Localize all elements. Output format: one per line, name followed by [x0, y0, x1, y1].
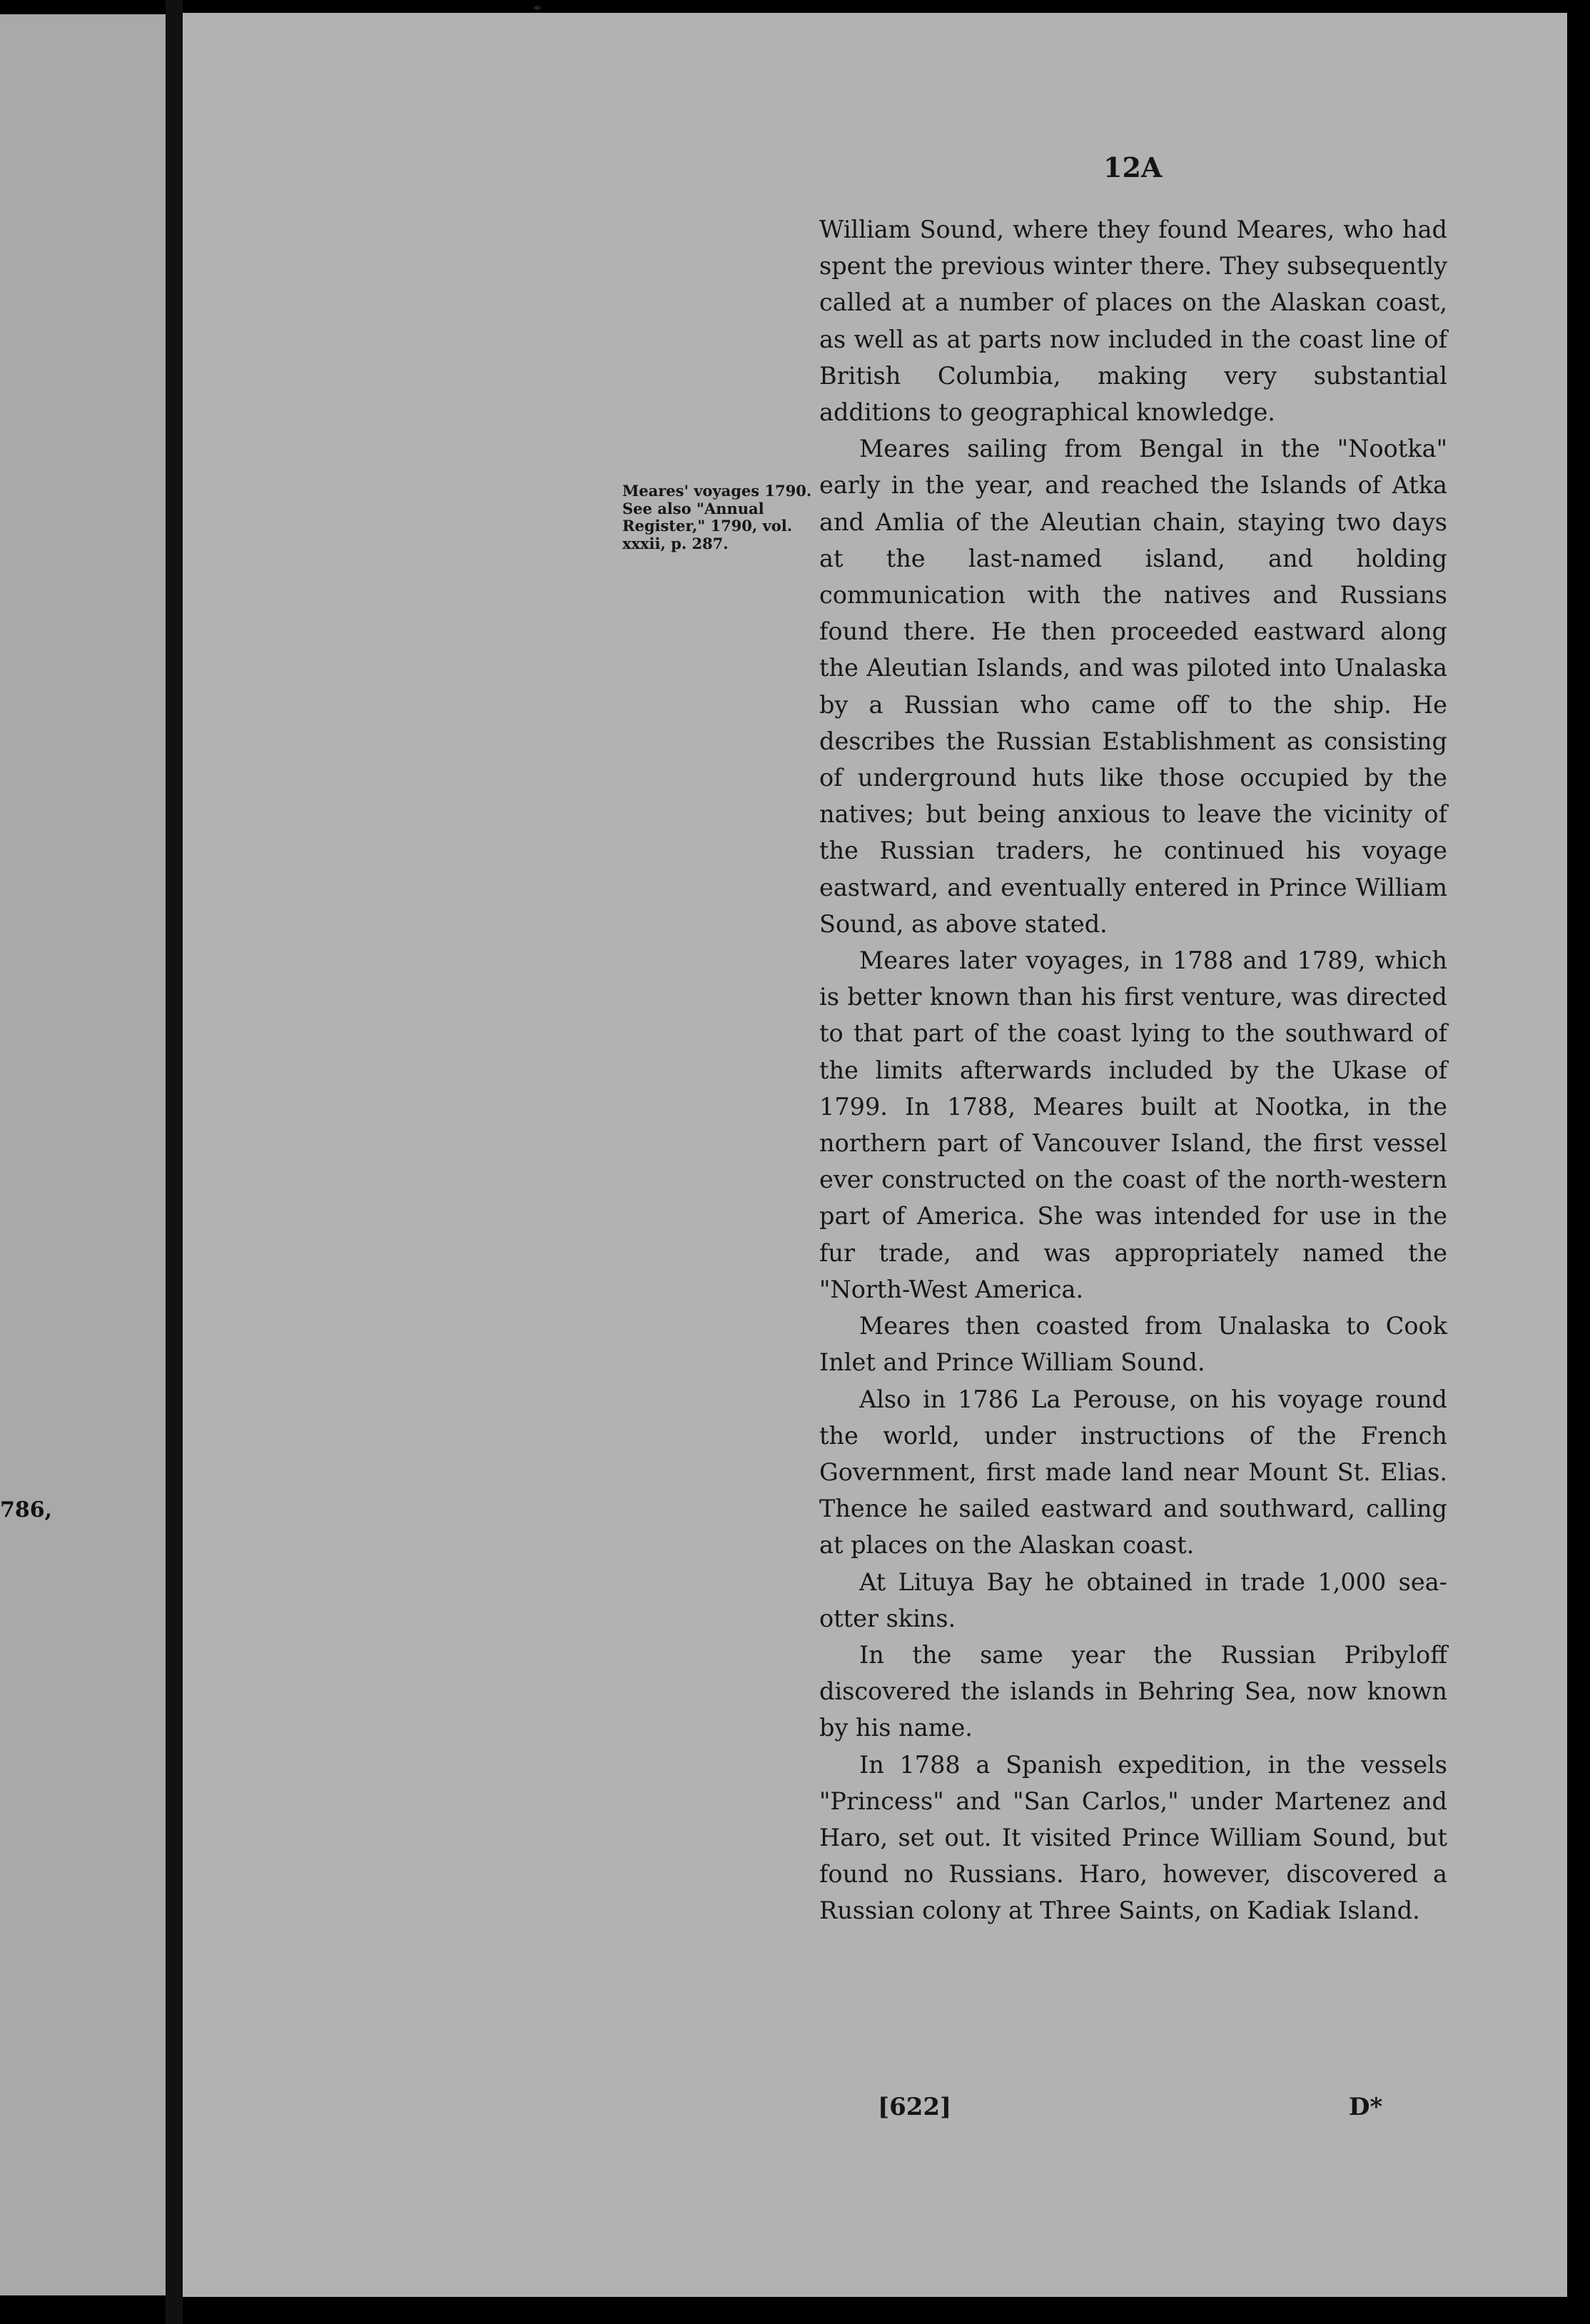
paragraph: Also in 1786 La Perouse, on his voyage round the world, under instructions of the French Government, first made land near Mount St. Elias. Thence he sailed eastward and southward, calling at places on the Alaskan coast. [819, 1385, 1447, 1560]
paragraph: Meares later voyages, in 1788 and 1789, which is better known than his first venture, was directed to that part of the coast lying to the southward of the limits afterwards included by the Ukase of 1799. In 1788, Meares built at Nootka, in the northern part of Vancouver Island, the first vessel ever constructed on the coast of the north-western part of America. She was intended for use in the fur trade, and was appropriately named the "North-West America. [819, 946, 1447, 1303]
scan-speck [534, 6, 541, 10]
page-gutter [166, 0, 183, 2324]
signature-mark: [622] [878, 2093, 952, 2121]
paragraph: Meares then coasted from Unalaska to Cook Inlet and Prince William Sound. [819, 1312, 1447, 1377]
paragraph: At Lituya Bay he obtained in trade 1,000 sea-otter skins. [819, 1567, 1447, 1632]
facing-page-text-fragment: 786, [0, 1497, 53, 1522]
page-right-border [1567, 0, 1590, 2324]
paragraph: William Sound, where they found Meares, who had spent the previous winter there. They subsequently called at a number of places on the Alaskan coast, as well as at parts now included in the coast line of British Columbia, making very substantial additions to geographical knowledge. [819, 216, 1447, 427]
facing-page-left [0, 14, 166, 2295]
margin-note: Meares' voyages 1790. See also "Annual Register," 1790, vol. xxxii, p. 287. [622, 482, 812, 552]
paragraph: In 1788 a Spanish expedition, in the vessels "Princess" and "San Carlos," under Martenez and Haro, set out. It visited Prince William Sound, but found no Russians. Haro, however, discovered a Russian colony at Three Saints, on Kadiak Island. [819, 1750, 1447, 1925]
body-text [819, 211, 1447, 1929]
page-number: 12A [1103, 151, 1163, 183]
gathering-mark: D* [1349, 2093, 1383, 2121]
paragraph: In the same year the Russian Pribyloff discovered the islands in Behring Sea, now known by his name. [819, 1640, 1447, 1742]
paragraph: Meares sailing from Bengal in the "Nootka" early in the year, and reached the Islands of Atka and Amlia of the Aleutian chain, staying two days at the last-named island, and holding communication with the natives and Russians found there. He then proceeded eastward along the Aleutian Islands, and was piloted into Unalaska by a Russian who came off to the ship. He describes the Russian Establishment as consisting of underground huts like those occupied by the natives; but being anxious to leave the vicinity of the Russian traders, he continued his voyage eastward, and eventually entered in Prince William Sound, as above stated. [819, 435, 1447, 938]
